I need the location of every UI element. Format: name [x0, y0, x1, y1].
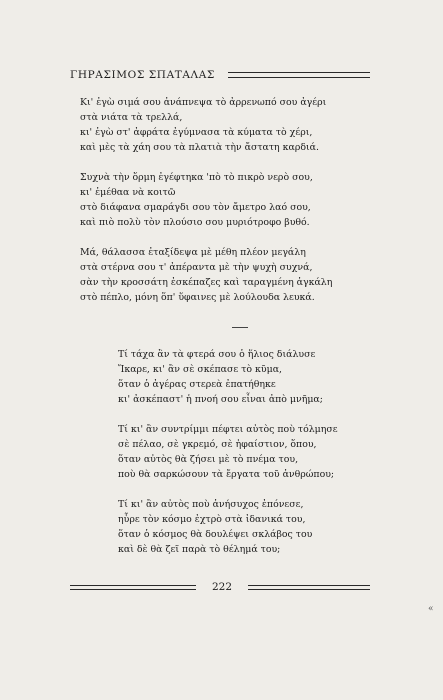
- verse-line: Τί κι' ἂν αὐτὸς ποὺ ἀνήσυχος ἐπόνεσε,: [118, 499, 304, 510]
- author-name: ΓΗΡΑΣΙΜΟΣ ΣΠΑΤΑΛΑΣ: [70, 69, 215, 81]
- running-header: [70, 68, 370, 82]
- verse-line: κι' ἐμέθαα νὰ κοιτῶ: [80, 187, 176, 198]
- verse-line: καὶ δὲ θὰ ζεῖ παρὰ τὸ θέλημά του;: [118, 544, 281, 555]
- verse-line: Συχνὰ τὴν ὅρμη ἐγέφτηκα 'πὸ τὸ πικρὸ νερὸ σου,: [80, 172, 313, 183]
- stanza-5: [118, 422, 378, 482]
- stanza-2: [80, 170, 370, 230]
- verse-line: Κι' ἐγὼ σιμά σου ἀνάπνεψα τὸ ἀρρενωπό σου ἀγέρι: [80, 97, 327, 108]
- verse-line: Μά, θάλασσα ἐταξίδεψα μὲ μέθη πλέον μεγάλη: [80, 247, 306, 258]
- footer-rule-right: [248, 585, 370, 590]
- stanza-1: [80, 95, 370, 155]
- verse-line: Ἴκαρε, κι' ἂν σὲ σκέπασε τὸ κῦμα,: [118, 364, 283, 375]
- verse-line: σὰν τὴν κροσσάτη ἐσκέπαζες καὶ ταραγμένη ἀγκάλη: [80, 277, 333, 288]
- footer-rule-left: [70, 585, 196, 590]
- verse-line: ηὗρε τὸν κόσμο ἐχτρὸ στὰ ἰδανικά του,: [118, 514, 306, 525]
- verse-line: σὲ πέλαο, σὲ γκρεμό, σὲ ἡφαίστιον, ὅπου,: [118, 439, 317, 450]
- verse-line: ὅταν ὁ ἀγέρας στερεὰ ἐπατήθηκε: [118, 379, 276, 390]
- stanza-6: [118, 497, 378, 557]
- verse-line: στὰ νιάτα τὰ τρελλά,: [80, 112, 183, 123]
- verse-line: ποὺ θὰ σαρκώσουν τὰ ἔργατα τοῦ ἀνθρώπου;: [118, 469, 335, 480]
- verse-line: ὅταν ὁ κόσμος θὰ δουλέψει σκλάβος του: [118, 529, 313, 540]
- stanza-4: [118, 347, 378, 407]
- verse-line: καὶ πιὸ πολὺ τὸν πλούσιο σου μυριότροφο βυθό.: [80, 217, 310, 228]
- section-separator: [232, 327, 248, 328]
- verse-line: καὶ μὲς τὰ χάη σου τὰ πλατιὰ τὴν ἄστατη καρδιά.: [80, 142, 319, 153]
- verse-line: Τί κι' ἂν συντρίμμι πέφτει αὐτὸς ποὺ τόλμησε: [118, 424, 338, 435]
- page-footer: [70, 580, 370, 594]
- page-number: 222: [211, 581, 233, 593]
- verse-line: Τί τάχα ἂν τὰ φτερά σου ὁ ἥλιος διάλυσε: [118, 349, 316, 360]
- verse-line: στὸ πέπλο, μόνη ὅπ' ὕφαινες μὲ λούλουδα λευκά.: [80, 292, 315, 303]
- verse-line: ὅταν αὐτὸς θὰ ζήσει μὲ τὸ πνέμα του,: [118, 454, 299, 465]
- verse-line: κι' ἐγὼ στ' ἀφράτα ἐγύμνασα τὰ κύματα τὸ χέρι,: [80, 127, 313, 138]
- verse-line: κι' ἀσκέπαστ' ἡ πνοή σου εἶναι ἀπὸ μνῆμα;: [118, 394, 323, 405]
- verse-line: στὰ στέρνα σου τ' ἀπέραντα μὲ τὴν ψυχὴ συχνά,: [80, 262, 313, 273]
- verse-line: στὸ διάφανα σμαράγδι σου τὸν ἄμετρο λαό σου,: [80, 202, 311, 213]
- stanza-3: [80, 245, 370, 305]
- edge-mark: «: [428, 604, 434, 614]
- header-double-rule: [228, 72, 370, 78]
